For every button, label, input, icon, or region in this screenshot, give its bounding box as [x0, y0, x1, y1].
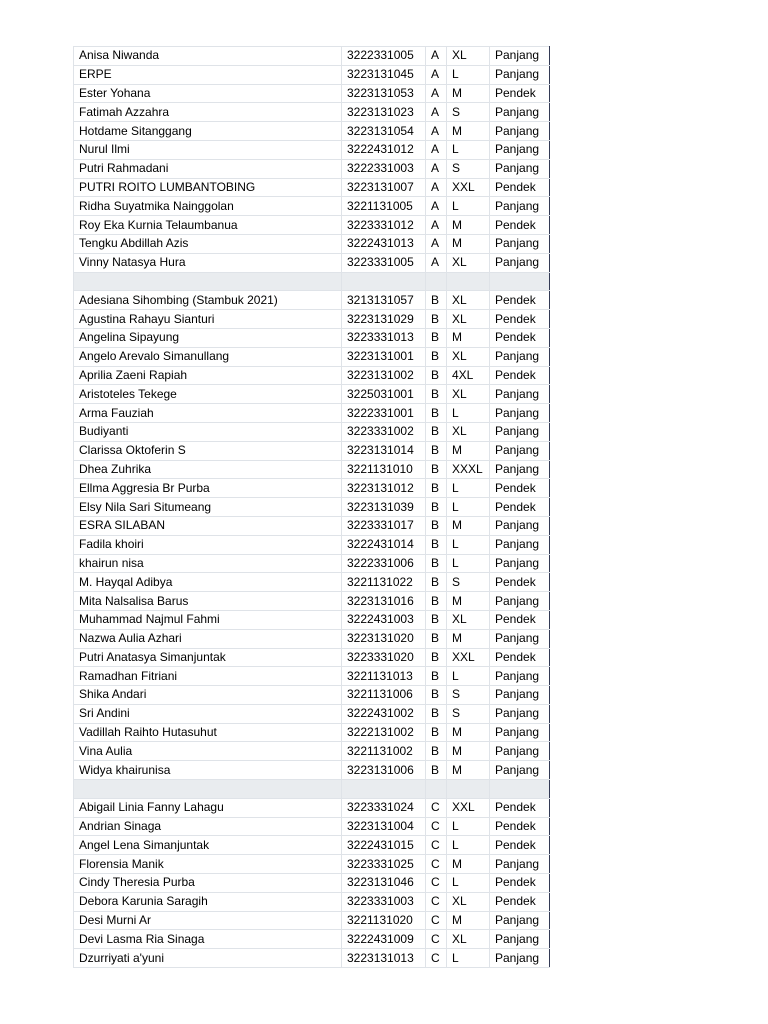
student-id-cell[interactable]: 3223331002 [342, 422, 426, 441]
class-cell[interactable]: B [426, 310, 447, 329]
student-id-cell[interactable]: 3223131029 [342, 310, 426, 329]
sleeve-cell[interactable]: Pendek [490, 610, 550, 629]
table-row [74, 347, 550, 366]
student-name-cell[interactable]: Devi Lasma Ria Sinaga [74, 930, 342, 949]
table-row [74, 949, 550, 968]
class-cell[interactable]: A [426, 140, 447, 159]
table-row [74, 47, 550, 66]
student-id-cell[interactable]: 3222431009 [342, 930, 426, 949]
table-row [74, 704, 550, 723]
class-cell[interactable]: B [426, 441, 447, 460]
size-cell[interactable]: XL [447, 347, 490, 366]
student-name-cell[interactable]: Florensia Manik [74, 855, 342, 874]
size-cell[interactable]: XXL [447, 798, 490, 817]
student-id-cell[interactable]: 3223331025 [342, 855, 426, 874]
class-cell[interactable]: A [426, 253, 447, 272]
student-name-cell[interactable]: Angelina Sipayung [74, 328, 342, 347]
student-name-cell[interactable]: Hotdame Sitanggang [74, 122, 342, 141]
sleeve-cell[interactable]: Panjang [490, 234, 550, 253]
size-cell[interactable]: XL [447, 47, 490, 66]
class-cell[interactable]: B [426, 761, 447, 780]
student-id-cell[interactable]: 3222431003 [342, 610, 426, 629]
student-id-cell[interactable]: 3223131006 [342, 761, 426, 780]
table-row [74, 836, 550, 855]
sleeve-cell[interactable]: Panjang [490, 723, 550, 742]
size-cell[interactable]: S [447, 103, 490, 122]
group-separator-row [74, 272, 550, 291]
student-id-cell[interactable]: 3221131013 [342, 667, 426, 686]
sleeve-cell[interactable]: Panjang [490, 103, 550, 122]
table-row [74, 140, 550, 159]
student-name-cell[interactable]: Roy Eka Kurnia Telaumbanua [74, 216, 342, 235]
table-row [74, 629, 550, 648]
size-cell[interactable]: M [447, 629, 490, 648]
student-id-cell[interactable]: 3223131046 [342, 874, 426, 893]
sleeve-cell[interactable]: Panjang [490, 742, 550, 761]
class-cell[interactable]: B [426, 648, 447, 667]
student-name-cell[interactable]: Dzurriyati a'yuni [74, 949, 342, 968]
sleeve-cell[interactable]: Pendek [490, 178, 550, 197]
class-cell[interactable]: A [426, 65, 447, 84]
size-cell[interactable]: S [447, 686, 490, 705]
size-cell[interactable]: M [447, 516, 490, 535]
student-name-cell[interactable]: Arma Fauziah [74, 404, 342, 423]
size-cell[interactable]: M [447, 911, 490, 930]
size-cell[interactable]: L [447, 535, 490, 554]
student-id-cell[interactable]: 3223131012 [342, 479, 426, 498]
sleeve-cell[interactable]: Pendek [490, 479, 550, 498]
class-cell[interactable]: C [426, 798, 447, 817]
student-name-cell[interactable]: M. Hayqal Adibya [74, 573, 342, 592]
student-name-cell[interactable]: Dhea Zuhrika [74, 460, 342, 479]
class-cell[interactable]: B [426, 347, 447, 366]
table-row [74, 197, 550, 216]
student-id-cell[interactable]: 3221131010 [342, 460, 426, 479]
size-cell[interactable]: XL [447, 385, 490, 404]
student-name-cell[interactable]: Sri Andini [74, 704, 342, 723]
group-separator-row [74, 780, 550, 799]
student-name-cell[interactable]: Vinny Natasya Hura [74, 253, 342, 272]
table-row [74, 479, 550, 498]
table-row [74, 253, 550, 272]
class-cell[interactable]: B [426, 328, 447, 347]
student-id-cell[interactable]: 3223131004 [342, 817, 426, 836]
class-cell[interactable]: B [426, 554, 447, 573]
class-cell[interactable]: B [426, 422, 447, 441]
size-cell[interactable]: XL [447, 253, 490, 272]
student-id-cell[interactable]: 3223131045 [342, 65, 426, 84]
size-cell[interactable]: L [447, 404, 490, 423]
student-name-cell[interactable]: Widya khairunisa [74, 761, 342, 780]
size-cell[interactable]: L [447, 140, 490, 159]
sleeve-cell[interactable]: Panjang [490, 911, 550, 930]
table-row [74, 667, 550, 686]
sleeve-cell[interactable]: Pendek [490, 798, 550, 817]
size-cell[interactable]: XL [447, 930, 490, 949]
sleeve-cell[interactable]: Pendek [490, 310, 550, 329]
student-id-cell[interactable]: 3223331020 [342, 648, 426, 667]
size-cell[interactable]: S [447, 704, 490, 723]
sleeve-cell[interactable]: Panjang [490, 761, 550, 780]
class-cell[interactable]: A [426, 159, 447, 178]
table-row [74, 742, 550, 761]
student-name-cell[interactable]: Abigail Linia Fanny Lahagu [74, 798, 342, 817]
class-cell[interactable]: B [426, 592, 447, 611]
student-name-cell[interactable]: Aprilia Zaeni Rapiah [74, 366, 342, 385]
student-name-cell[interactable]: Debora Karunia Saragih [74, 892, 342, 911]
student-name-cell[interactable]: Anisa Niwanda [74, 47, 342, 66]
student-id-cell[interactable]: 3223131039 [342, 498, 426, 517]
table-row [74, 911, 550, 930]
student-id-cell[interactable]: 3222431014 [342, 535, 426, 554]
sleeve-cell[interactable]: Panjang [490, 159, 550, 178]
student-id-cell[interactable]: 3213131057 [342, 291, 426, 310]
class-cell[interactable]: B [426, 535, 447, 554]
sleeve-cell[interactable]: Pendek [490, 892, 550, 911]
size-cell[interactable]: S [447, 573, 490, 592]
student-id-cell[interactable]: 3222431015 [342, 836, 426, 855]
sleeve-cell[interactable]: Panjang [490, 422, 550, 441]
size-cell[interactable]: L [447, 667, 490, 686]
student-name-cell[interactable]: Mita Nalsalisa Barus [74, 592, 342, 611]
student-name-cell[interactable]: Fatimah Azzahra [74, 103, 342, 122]
student-name-cell[interactable]: Muhammad Najmul Fahmi [74, 610, 342, 629]
student-id-cell[interactable]: 3223131023 [342, 103, 426, 122]
class-cell[interactable]: B [426, 366, 447, 385]
size-cell[interactable]: XXXL [447, 460, 490, 479]
sleeve-cell[interactable]: Panjang [490, 140, 550, 159]
sleeve-cell[interactable]: Panjang [490, 347, 550, 366]
size-cell[interactable]: M [447, 84, 490, 103]
table-row [74, 404, 550, 423]
size-cell[interactable]: XL [447, 610, 490, 629]
class-cell[interactable]: B [426, 629, 447, 648]
table-row [74, 310, 550, 329]
size-cell[interactable]: XXL [447, 178, 490, 197]
student-name-cell[interactable]: Angelo Arevalo Simanullang [74, 347, 342, 366]
sleeve-cell[interactable]: Panjang [490, 441, 550, 460]
size-cell[interactable]: M [447, 122, 490, 141]
student-id-cell[interactable]: 3223131014 [342, 441, 426, 460]
student-name-cell[interactable]: Ramadhan Fitriani [74, 667, 342, 686]
student-name-cell[interactable]: Clarissa Oktoferin S [74, 441, 342, 460]
student-name-cell[interactable]: Cindy Theresia Purba [74, 874, 342, 893]
table-row [74, 385, 550, 404]
table-row [74, 498, 550, 517]
student-name-cell[interactable]: Nurul Ilmi [74, 140, 342, 159]
spreadsheet-table [73, 46, 550, 968]
student-id-cell[interactable]: 3223131054 [342, 122, 426, 141]
empty-cell[interactable] [74, 272, 342, 291]
sleeve-cell[interactable]: Pendek [490, 84, 550, 103]
student-id-cell[interactable]: 3221131022 [342, 573, 426, 592]
student-id-cell[interactable]: 3222331005 [342, 47, 426, 66]
sleeve-cell[interactable]: Pendek [490, 291, 550, 310]
sleeve-cell[interactable]: Panjang [490, 47, 550, 66]
student-id-cell[interactable]: 3222331006 [342, 554, 426, 573]
student-name-cell[interactable]: Desi Murni Ar [74, 911, 342, 930]
student-id-cell[interactable]: 3223131053 [342, 84, 426, 103]
size-cell[interactable]: XXL [447, 648, 490, 667]
size-cell[interactable]: M [447, 328, 490, 347]
table-row [74, 554, 550, 573]
student-name-cell[interactable]: Andrian Sinaga [74, 817, 342, 836]
class-cell[interactable]: A [426, 122, 447, 141]
student-id-cell[interactable]: 3222431013 [342, 234, 426, 253]
class-cell[interactable]: A [426, 103, 447, 122]
student-name-cell[interactable]: Ester Yohana [74, 84, 342, 103]
table-row [74, 592, 550, 611]
student-id-cell[interactable]: 3223331024 [342, 798, 426, 817]
class-cell[interactable]: C [426, 892, 447, 911]
student-name-cell[interactable]: ERPE [74, 65, 342, 84]
table-row [74, 798, 550, 817]
student-id-cell[interactable]: 3223331017 [342, 516, 426, 535]
sleeve-cell[interactable]: Pendek [490, 836, 550, 855]
student-name-cell[interactable]: Vadillah Raihto Hutasuhut [74, 723, 342, 742]
table-row [74, 366, 550, 385]
size-cell[interactable]: L [447, 479, 490, 498]
class-cell[interactable]: A [426, 234, 447, 253]
class-cell[interactable]: B [426, 404, 447, 423]
size-cell[interactable]: M [447, 761, 490, 780]
table-row [74, 84, 550, 103]
class-cell[interactable]: B [426, 479, 447, 498]
table-row [74, 648, 550, 667]
table-row [74, 516, 550, 535]
empty-cell[interactable] [342, 780, 426, 799]
class-cell[interactable]: B [426, 686, 447, 705]
size-cell[interactable]: L [447, 874, 490, 893]
size-cell[interactable]: S [447, 159, 490, 178]
student-id-cell[interactable]: 3223131007 [342, 178, 426, 197]
student-name-cell[interactable]: Shika Andari [74, 686, 342, 705]
size-cell[interactable]: M [447, 441, 490, 460]
sleeve-cell[interactable]: Panjang [490, 949, 550, 968]
class-cell[interactable]: C [426, 836, 447, 855]
student-id-cell[interactable]: 3223331012 [342, 216, 426, 235]
table-row [74, 234, 550, 253]
sleeve-cell[interactable]: Panjang [490, 253, 550, 272]
sleeve-cell[interactable]: Panjang [490, 667, 550, 686]
empty-cell[interactable] [490, 780, 550, 799]
size-cell[interactable]: L [447, 836, 490, 855]
class-cell[interactable]: B [426, 667, 447, 686]
class-cell[interactable]: B [426, 498, 447, 517]
size-cell[interactable]: L [447, 197, 490, 216]
sleeve-cell[interactable]: Panjang [490, 385, 550, 404]
class-cell[interactable]: C [426, 817, 447, 836]
student-id-cell[interactable]: 3223131002 [342, 366, 426, 385]
class-cell[interactable]: C [426, 911, 447, 930]
sleeve-cell[interactable]: Panjang [490, 629, 550, 648]
sleeve-cell[interactable]: Pendek [490, 366, 550, 385]
sleeve-cell[interactable]: Panjang [490, 686, 550, 705]
empty-cell[interactable] [447, 272, 490, 291]
size-cell[interactable]: M [447, 723, 490, 742]
size-cell[interactable]: M [447, 855, 490, 874]
size-cell[interactable]: 4XL [447, 366, 490, 385]
size-cell[interactable]: L [447, 949, 490, 968]
empty-cell[interactable] [342, 272, 426, 291]
class-cell[interactable]: C [426, 949, 447, 968]
student-name-cell[interactable]: Budiyanti [74, 422, 342, 441]
class-cell[interactable]: B [426, 573, 447, 592]
empty-cell[interactable] [490, 272, 550, 291]
empty-cell[interactable] [426, 272, 447, 291]
class-cell[interactable]: B [426, 291, 447, 310]
size-cell[interactable]: L [447, 817, 490, 836]
size-cell[interactable]: M [447, 234, 490, 253]
sleeve-cell[interactable]: Pendek [490, 874, 550, 893]
sleeve-cell[interactable]: Pendek [490, 498, 550, 517]
student-id-cell[interactable]: 3221131006 [342, 686, 426, 705]
student-id-cell[interactable]: 3223131013 [342, 949, 426, 968]
sleeve-cell[interactable]: Panjang [490, 404, 550, 423]
spreadsheet-body [74, 47, 550, 968]
student-name-cell[interactable]: Elsy Nila Sari Situmeang [74, 498, 342, 517]
class-cell[interactable]: A [426, 178, 447, 197]
sleeve-cell[interactable]: Panjang [490, 460, 550, 479]
sleeve-cell[interactable]: Panjang [490, 704, 550, 723]
sleeve-cell[interactable]: Panjang [490, 554, 550, 573]
size-cell[interactable]: L [447, 554, 490, 573]
table-row [74, 460, 550, 479]
table-row [74, 573, 550, 592]
sleeve-cell[interactable]: Pendek [490, 817, 550, 836]
class-cell[interactable]: A [426, 197, 447, 216]
student-name-cell[interactable]: Putri Rahmadani [74, 159, 342, 178]
class-cell[interactable]: A [426, 47, 447, 66]
student-name-cell[interactable]: Nazwa Aulia Azhari [74, 629, 342, 648]
class-cell[interactable]: A [426, 84, 447, 103]
student-name-cell[interactable]: Angel Lena Simanjuntak [74, 836, 342, 855]
student-name-cell[interactable]: Vina Aulia [74, 742, 342, 761]
class-cell[interactable]: B [426, 723, 447, 742]
table-row [74, 723, 550, 742]
empty-cell[interactable] [74, 780, 342, 799]
class-cell[interactable]: B [426, 742, 447, 761]
table-row [74, 855, 550, 874]
table-row [74, 610, 550, 629]
student-name-cell[interactable]: Putri Anatasya Simanjuntak [74, 648, 342, 667]
table-row [74, 422, 550, 441]
sleeve-cell[interactable]: Panjang [490, 516, 550, 535]
student-name-cell[interactable]: Ellma Aggresia Br Purba [74, 479, 342, 498]
sleeve-cell[interactable]: Panjang [490, 592, 550, 611]
class-cell[interactable]: C [426, 855, 447, 874]
size-cell[interactable]: XL [447, 310, 490, 329]
student-name-cell[interactable]: Fadila khoiri [74, 535, 342, 554]
table-row [74, 328, 550, 347]
class-cell[interactable]: C [426, 874, 447, 893]
table-row [74, 216, 550, 235]
size-cell[interactable]: M [447, 592, 490, 611]
size-cell[interactable]: L [447, 498, 490, 517]
table-row [74, 159, 550, 178]
table-row [74, 892, 550, 911]
sleeve-cell[interactable]: Panjang [490, 535, 550, 554]
student-name-cell[interactable]: Ridha Suyatmika Nainggolan [74, 197, 342, 216]
size-cell[interactable]: M [447, 742, 490, 761]
student-id-cell[interactable]: 3222131002 [342, 723, 426, 742]
table-row [74, 291, 550, 310]
sleeve-cell[interactable]: Pendek [490, 216, 550, 235]
size-cell[interactable]: L [447, 65, 490, 84]
student-name-cell[interactable]: Adesiana Sihombing (Stambuk 2021) [74, 291, 342, 310]
student-name-cell[interactable]: PUTRI ROITO LUMBANTOBING [74, 178, 342, 197]
student-id-cell[interactable]: 3222431002 [342, 704, 426, 723]
student-id-cell[interactable]: 3221131020 [342, 911, 426, 930]
student-name-cell[interactable]: Aristoteles Tekege [74, 385, 342, 404]
class-cell[interactable]: B [426, 610, 447, 629]
empty-cell[interactable] [426, 780, 447, 799]
sleeve-cell[interactable]: Panjang [490, 65, 550, 84]
class-cell[interactable]: B [426, 516, 447, 535]
sleeve-cell[interactable]: Pendek [490, 573, 550, 592]
table-row [74, 122, 550, 141]
table-row [74, 686, 550, 705]
table-row [74, 178, 550, 197]
size-cell[interactable]: XL [447, 291, 490, 310]
class-cell[interactable]: B [426, 385, 447, 404]
table-row [74, 874, 550, 893]
table-row [74, 761, 550, 780]
table-row [74, 441, 550, 460]
class-cell[interactable]: C [426, 930, 447, 949]
sleeve-cell[interactable]: Panjang [490, 122, 550, 141]
student-id-cell[interactable]: 3222331001 [342, 404, 426, 423]
table-row [74, 103, 550, 122]
student-name-cell[interactable]: Agustina Rahayu Sianturi [74, 310, 342, 329]
student-id-cell[interactable]: 3221131002 [342, 742, 426, 761]
size-cell[interactable]: M [447, 216, 490, 235]
student-id-cell[interactable]: 3223331003 [342, 892, 426, 911]
size-cell[interactable]: XL [447, 892, 490, 911]
sleeve-cell[interactable]: Panjang [490, 855, 550, 874]
student-id-cell[interactable]: 3223331005 [342, 253, 426, 272]
class-cell[interactable]: A [426, 216, 447, 235]
size-cell[interactable]: XL [447, 422, 490, 441]
student-id-cell[interactable]: 3223131020 [342, 629, 426, 648]
class-cell[interactable]: B [426, 460, 447, 479]
class-cell[interactable]: B [426, 704, 447, 723]
student-id-cell[interactable]: 3221131005 [342, 197, 426, 216]
sleeve-cell[interactable]: Panjang [490, 930, 550, 949]
sleeve-cell[interactable]: Pendek [490, 648, 550, 667]
student-id-cell[interactable]: 3223131016 [342, 592, 426, 611]
student-id-cell[interactable]: 3223131001 [342, 347, 426, 366]
student-id-cell[interactable]: 3222431012 [342, 140, 426, 159]
student-name-cell[interactable]: khairun nisa [74, 554, 342, 573]
student-id-cell[interactable]: 3225031001 [342, 385, 426, 404]
table-row [74, 535, 550, 554]
table-row [74, 930, 550, 949]
student-id-cell[interactable]: 3223331013 [342, 328, 426, 347]
table-row [74, 65, 550, 84]
table-row [74, 817, 550, 836]
empty-cell[interactable] [447, 780, 490, 799]
sleeve-cell[interactable]: Pendek [490, 328, 550, 347]
student-name-cell[interactable]: ESRA SILABAN [74, 516, 342, 535]
sleeve-cell[interactable]: Panjang [490, 197, 550, 216]
student-name-cell[interactable]: Tengku Abdillah Azis [74, 234, 342, 253]
student-id-cell[interactable]: 3222331003 [342, 159, 426, 178]
